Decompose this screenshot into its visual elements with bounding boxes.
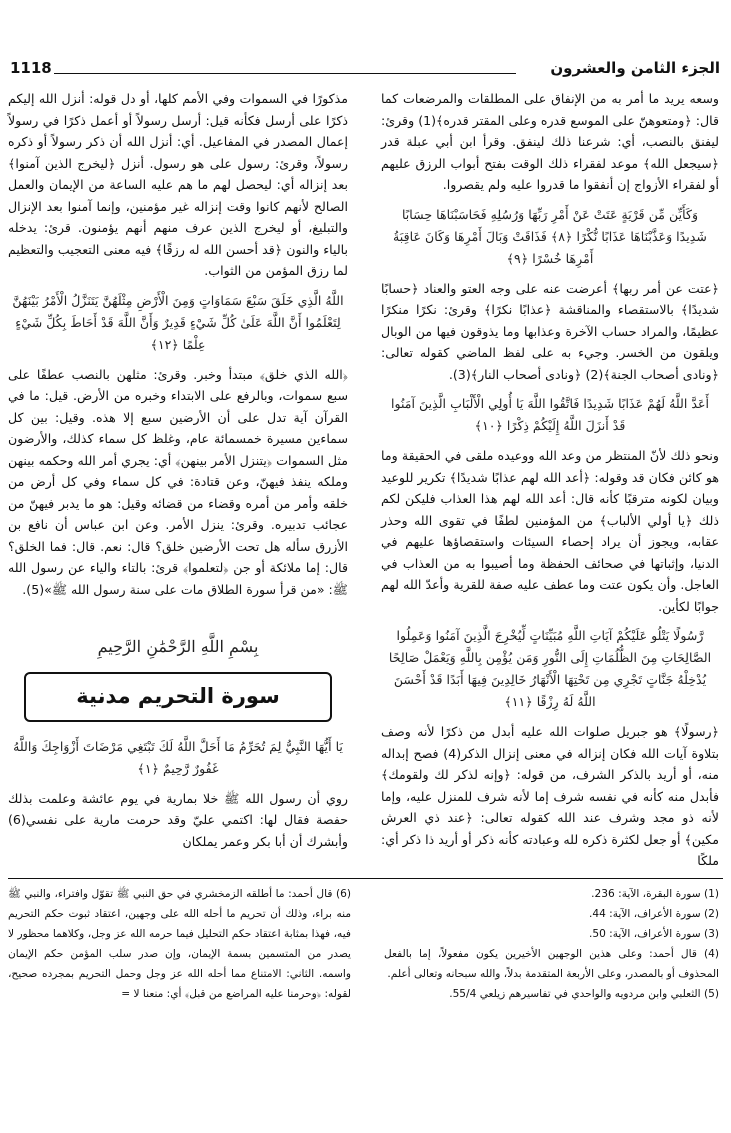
left-column [8,88,348,856]
footnote: (3) سورة الأعراف، الآية: 50. [588,928,719,940]
paragraph: مذكورًا في السموات وفي الأمم كلها، أو دل قوله: أنزل الله إليكم ذكرًا على أرسل فكأنه قيل: أرسل رسولاً أو أعمل ذكرًا في رسولاً إعمال المصدر في المفاعيل. أي: أنزل الله أن ذكر رسولاً أو ذكره رسولاً، وقرئ: رسول على هو رسول. أنزل ﴿ليخرج الذين آمنوا﴾ بعد إنزاله أي: ليحصل لهم ما هم عليه الساعة من الإيمان والعمل الصالح لأنهم كانوا وقت إنزاله غير مؤمنين، وإنما آمنوا بعد الإنزال والتبليغ، أو ليخرج الذين عرف منهم أنهم يؤمنون. قرئ: يدخله بالياء والنون ﴿قد أحسن الله له رزقًا﴾ فيه معنى التعجيب والتعظيم لما رزق المؤمن من الثواب. [8,91,348,278]
surah-title: سورة التحريم مدنية [76,683,280,708]
paragraph: ﴿الله الذي خلق﴾ مبتدأ وخبر. وقرئ: مثلهن بالنصب عطفًا على سبع سموات، وبالرفع على الابتداء وخبره من الأرض. قيل: ما في القرآن آية تدل على أن الأرضين سبع إلا هذه. وقيل: بين كل سماءين مسيرة خمسمائة عام، وغلظ كل سماء كذلك، والأرضون مثل السموات ﴿يتنزل الأمر بينهن﴾ أي: يجري أمر الله وحكمه بينهن وملكه ينفذ فيهنّ، وعن قتادة: في كل سماء وفي كل أرض من خلقه وأمر من أمره وقضاء من قضائه وقيل: هو ما يدبر فيهنّ من عجائب تدبيره. وقرئ: ينزل الأمر. وعن ابن عباس أن نافع بن الأزرق سأله هل تحت الأرضين خلق؟ قال: نعم. قال: فما الخلق؟ قال: إما ملائكة أو جن ﴿لتعلموا﴾ قرئ: بالتاء والياء عن رسول الله ﷺ: «من قرأ سورة الطلاق مات على سنة رسول الله ﷺ»(5). [8,366,348,597]
quran-verse: أَعَدَّ اللَّهُ لَهُمْ عَذَابًا شَدِيدًا فَاتَّقُوا اللَّهَ يَا أُولِي الْأَلْبَابِ الَّذِينَ آمَنُوا قَدْ أَنزَلَ اللَّهُ إِلَيْكُمْ ذِكْرًا ﴿١٠﴾ [390,396,710,433]
paragraph: ﴿عتت عن أمر ربها﴾ أعرضت عنه على وجه العتو والعناد ﴿حسابًا شديدًا﴾ بالاستقصاء والمناقشة ﴿عذابًا نكرًا﴾ وقرئ: نكرًا منكرًا عظيمًا، والمراد حساب الآخرة وعذابها وما يذوقون فيها من الوبال ويلقون من الخسر. وجيء به على لفظ الماضي كقوله تعالى: ﴿ونادى أصحاب الجنة﴾(2) ﴿ونادى أصحاب النار﴾(3). [381,280,719,382]
paragraph: ﴿رسولًا﴾ هو جبريل صلوات الله عليه أبدل من ذكرًا لأنه وصف بتلاوة آيات الله فكان إنزاله في معنى إنزال الذكر(4) فصح إبداله منه، أو أريد بالذكر الشرف، من قوله: ﴿وإنه لذكر لك ولقومك﴾ فأبدل منه كأنه في نفسه شرف إما لأنه شرف للمنزل عليه، وإما لأنه ذو مجد وشرف عند الله كقوله تعالى: ﴿عند ذي العرش مكين﴾ أو جعل لكثرة ذكره لله وعبادته كأنه ذكر أو أريد ذا ذكر أي: ملكًا [381,724,719,868]
basmala: بِسْمِ اللَّهِ الرَّحْمَٰنِ الرَّحِيمِ [97,637,259,656]
paragraph: روي أن رسول الله ﷺ خلا بمارية في يوم عائشة وعلمت بذلك حفصة فقال لها: اكتمي عليّ وقد حرمت مارية على نفسي(6) وأبشرك أن أبا بكر وعمر يملكان [8,790,348,849]
footnote-divider [8,878,723,879]
footnote: (2) سورة الأعراف، الآية: 44. [588,908,719,920]
quran-verse: وَكَأَيِّن مِّن قَرْيَةٍ عَتَتْ عَنْ أَمْرِ رَبِّهَا وَرُسُلِهِ فَحَاسَبْنَاهَا حِسَابًا شَدِيدًا وَعَذَّبْنَاهَا عَذَابًا نُّكْرًا ﴿٨﴾ فَذَاقَتْ وَبَالَ أَمْرِهَا وَكَانَ عَاقِبَةُ أَمْرِهَا خُسْرًا ﴿٩﴾ [393,206,707,266]
header-rule [54,73,516,74]
running-title: الجزء الثامن والعشرون [550,59,720,77]
page-number: 1118 [10,59,52,77]
page-header [6,57,726,81]
right-column [381,88,719,876]
footnote: (6) قال أحمد: ما أطلقه الزمخشري في حق النبي ﷺ تقوّل وافتراء، والنبي ﷺ منه براء، وذلك أن تحريم ما أحله الله على وجهين، اعتقاد ثبوت حكم التحريم فيه، فهذا بمثابة اعتقاد حكم التحليل فيما حرمه الله عز وجل، وكلاهما محظور لا يصدر من المتسمين بسمة الإيمان، وإن صدر سلب المؤمن حكم الإيمان واسمه. الثاني: الامتناع مما أحله الله عز وجل وحمل التحريم بمجرده صحيح، لقوله: ﴿وحرمنا عليه المراضع من قبل﴾ أي: منعنا لا = [8,888,351,1000]
footnote: (4) قال أحمد: وعلى هذين الوجهين الأخيرين يكون مفعولاً، إما بالفعل المحذوف أو بالمصدر، وعلى الأربعة المتقدمة بدلاً، والله سبحانه وتعالى أعلم. [384,948,719,980]
footnotes-right [384,884,719,1004]
footnotes-left [8,884,351,1004]
footnote: (5) الثعلبي وابن مردويه والواحدي في تفاسيرهم زيلعي 55/4. [449,988,719,1000]
quran-verse: يَا أَيُّهَا النَّبِيُّ لِمَ تُحَرِّمُ مَا أَحَلَّ اللَّهُ لَكَ تَبْتَغِي مَرْضَاتَ أَزْوَاجِكَ وَاللَّهُ غَفُورٌ رَّحِيمٌ ﴿١﴾ [13,738,343,776]
paragraph: ونحو ذلك لأنّ المنتظر من وعد الله ووعيده ملقى في الحقيقة وما هو كائن فكان قد وقوله: ﴿أعد الله لهم عذابًا شديدًا﴾ تكرير للوعيد وبيان لكونه مترقبًا كأنه قال: أعد الله لهم هذا العذاب فليكن لكم ذلك ﴿يا أولي الألباب﴾ من المؤمنين لطفًا في تقوى الله وحذر عقابه، ويجوز أن يراد إحصاء السيئات واستقصاؤها عليهم في الدنيا، وإثباتها في صحائف الحفظة وما أصيبوا به من العذاب في العاجل. وأن يكون عتت وما عطف عليه صفة للقرية وأعدّ الله لهم جوابًا لكأين. [381,448,719,614]
paragraph: وسعه يريد ما أمر به من الإنفاق على المطلقات والمرضعات كما قال: ﴿ومتعوهنّ على الموسع قدره وعلى المقتر قدره﴾(1) وقرئ: ليفنق بالنصب، أي: شرعنا ذلك لينفق. وقرأ ابن أبي عبلة قدر ﴿سيجعل الله﴾ موعد لفقراء ذلك الوقت بفتح أبواب الرزق عليهم أو لفقراء الأزواج إن أنفقوا ما قدروا عليه ولم يقصروا. [381,91,720,192]
footnote: (1) سورة البقرة، الآية: 236. [591,888,719,900]
surah-title-box [24,672,332,722]
quran-verse: رَّسُولًا يَتْلُو عَلَيْكُمْ آيَاتِ اللَّهِ مُبَيِّنَاتٍ لِّيُخْرِجَ الَّذِينَ آمَنُوا وَعَمِلُوا الصَّالِحَاتِ مِنَ الظُّلُمَاتِ إِلَى النُّورِ وَمَن يُؤْمِن بِاللَّهِ وَيَعْمَلْ صَالِحًا يُدْخِلْهُ جَنَّاتٍ تَجْرِي مِن تَحْتِهَا الْأَنْهَارُ خَالِدِينَ فِيهَا أَبَدًا قَدْ أَحْسَنَ اللَّهُ لَهُ رِزْقًا ﴿١١﴾ [388,628,712,709]
quran-verse: اللَّهُ الَّذِي خَلَقَ سَبْعَ سَمَاوَاتٍ وَمِنَ الْأَرْضِ مِثْلَهُنَّ يَتَنَزَّلُ الْأَمْرُ بَيْنَهُنَّ لِتَعْلَمُوا أَنَّ اللَّهَ عَلَىٰ كُلِّ شَيْءٍ قَدِيرٌ وَأَنَّ اللَّهَ قَدْ أَحَاطَ بِكُلِّ شَيْءٍ عِلْمًا ﴿١٢﴾ [12,292,344,352]
